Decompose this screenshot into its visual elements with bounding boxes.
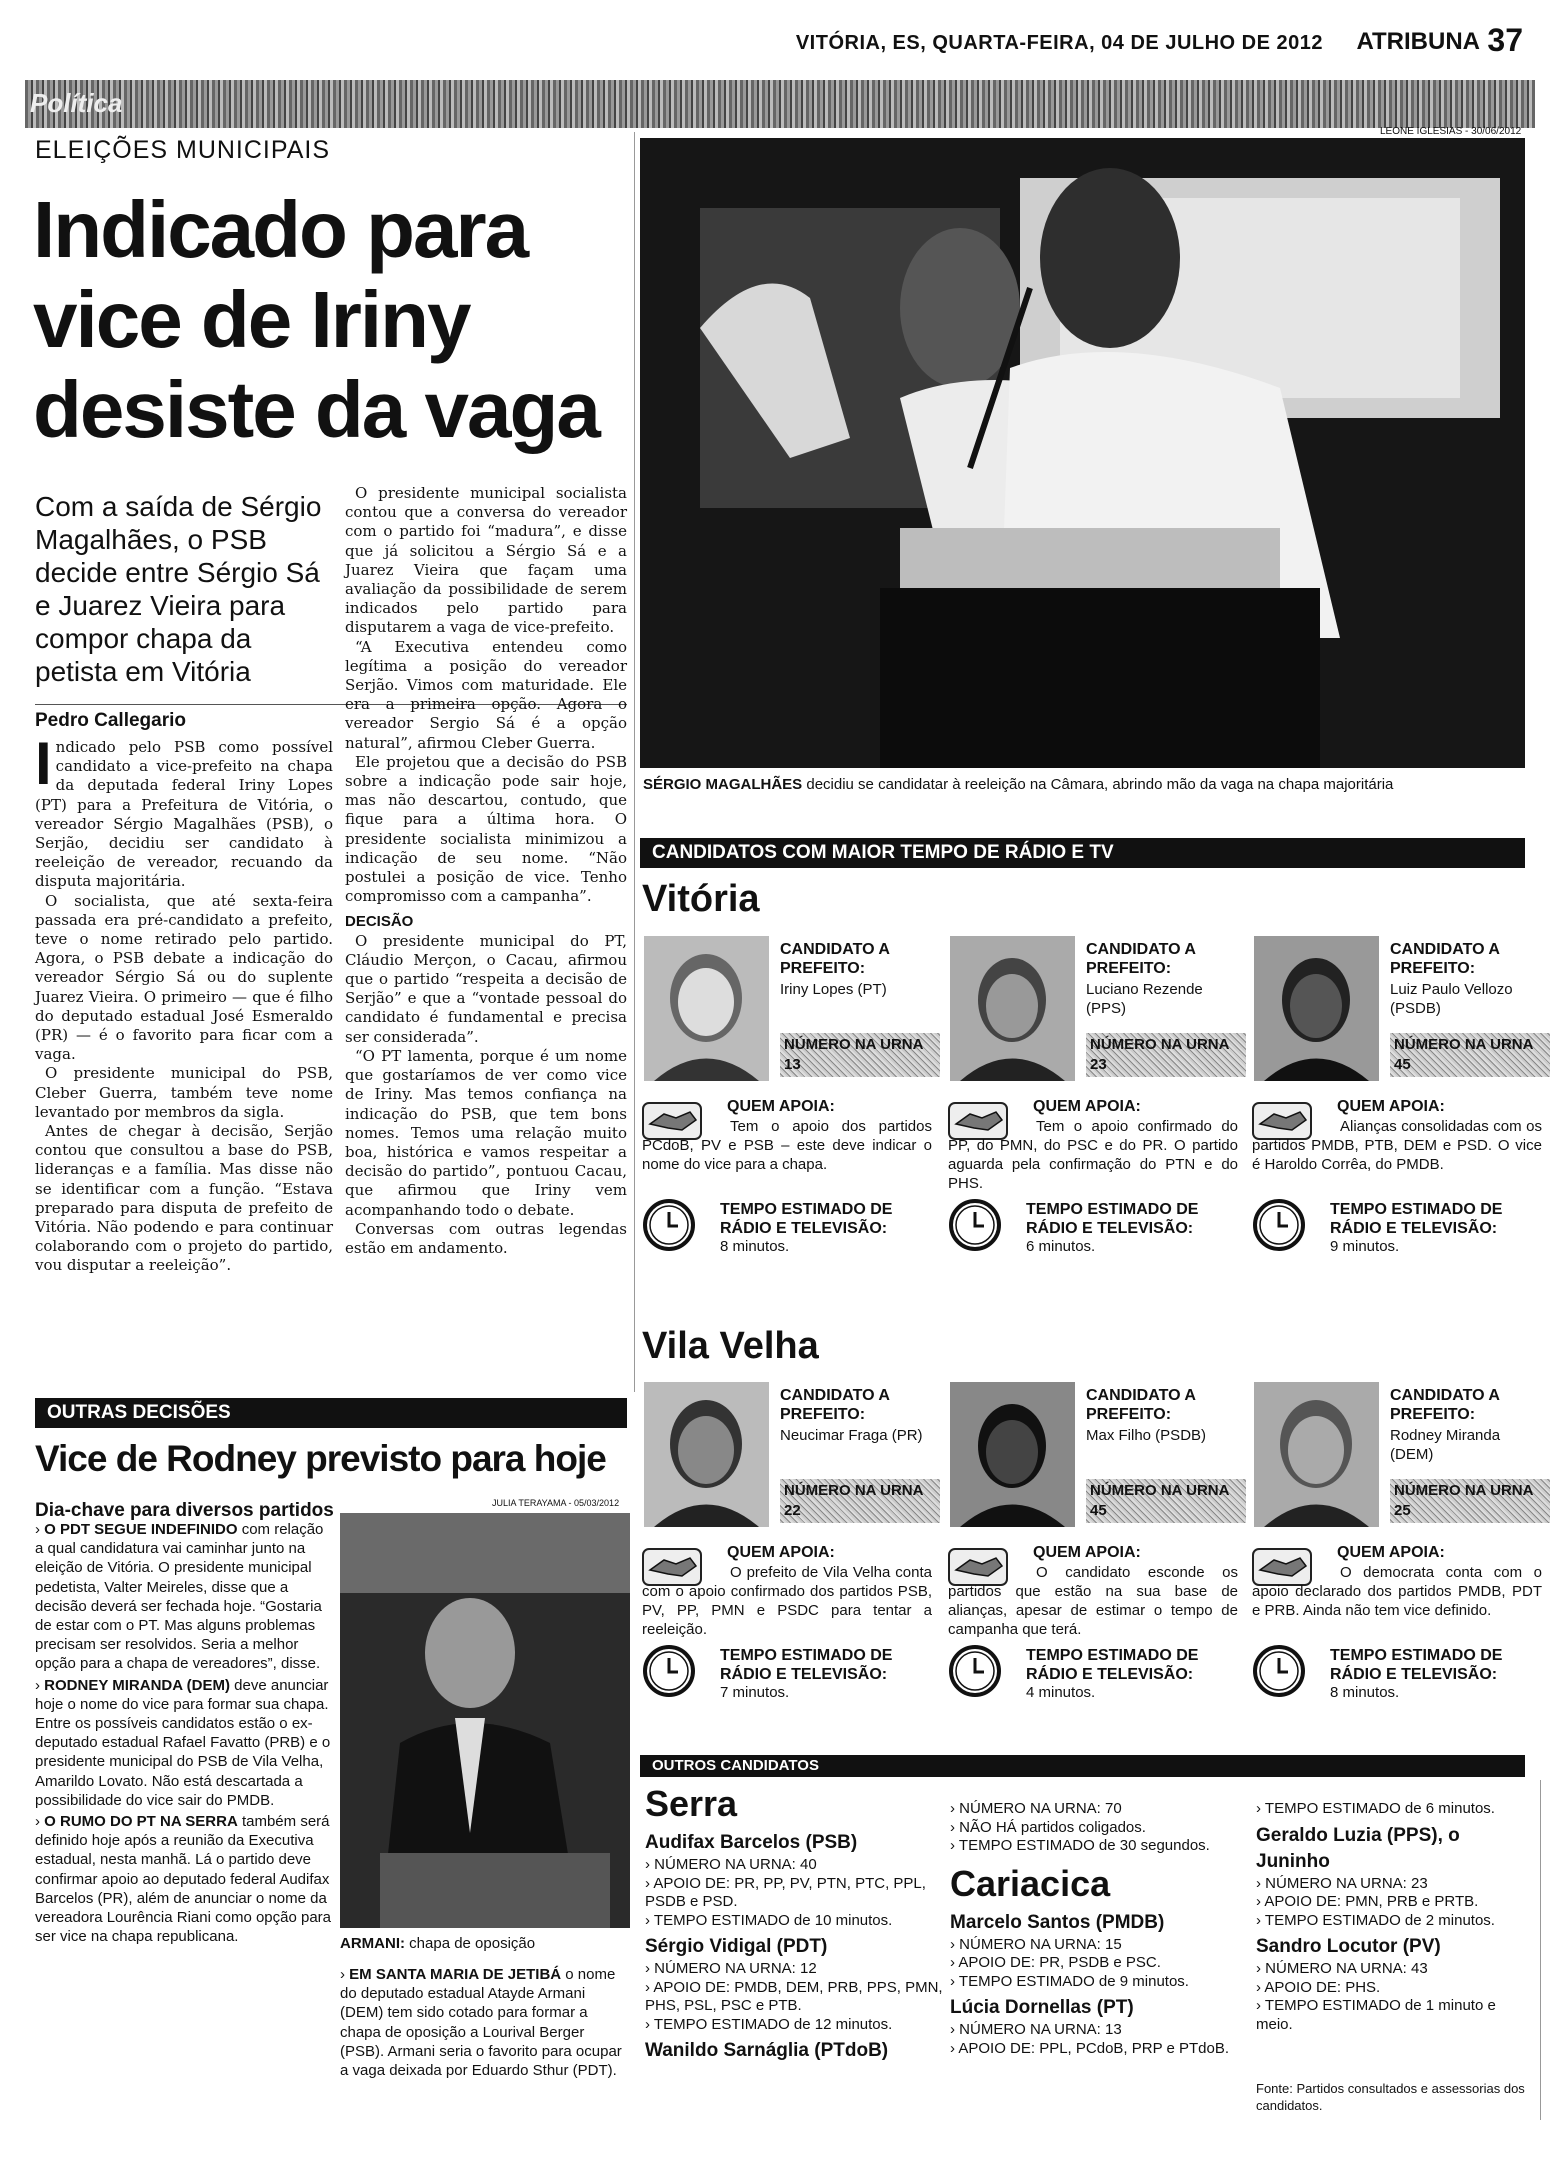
city-title-vila-velha: Vila Velha <box>642 1325 819 1367</box>
clock-icon <box>642 1644 696 1698</box>
clock-icon <box>1252 1644 1306 1698</box>
detail-line: › TEMPO ESTIMADO de 12 minutos. <box>645 2015 893 2033</box>
ballot-value: 22 <box>784 1502 801 1519</box>
ballot-value: 25 <box>1394 1502 1411 1519</box>
candidate-name: Geraldo Luzia (PPS), o Juninho <box>1256 1824 1460 1872</box>
bullet-item: › O RUMO DO PT NA SERRA também será definido hoje após a reunião da Executiva estadual, nesta manhã. Lá o partido deve confirmar apoio ao deputado federal Audifax Barcelos (PR), além de anunciar o nome da vereadora Lourência Riani como opção para ser vice na chapa republicana. <box>35 1813 332 1946</box>
support-label: QUEM APOIA: <box>727 1544 835 1561</box>
airtime-value: 6 minutos. <box>1026 1238 1096 1255</box>
other-candidates-serra <box>645 1782 945 2064</box>
airtime-label: TEMPO ESTIMADO DE RÁDIO E TELEVISÃO: <box>1330 1201 1503 1237</box>
support-text: Alianças consolidadas com os partidos PMDB, PTB, DEM e PSD. O vice é Haroldo Corrêa, do PMDB. <box>1252 1118 1542 1173</box>
detail-text: TEMPO ESTIMADO de 1 minuto e meio. <box>1256 1997 1496 2033</box>
detail-text: TEMPO ESTIMADO de 6 minutos. <box>1264 1800 1495 1817</box>
ballot-value: 13 <box>784 1056 801 1073</box>
outros-candidatos-bar: OUTROS CANDIDATOS <box>640 1755 1525 1777</box>
candidate-label: CANDIDATO A PREFEITO: <box>1390 941 1500 977</box>
candidate-portrait <box>1254 1382 1379 1527</box>
detail-line: › APOIO DE: PMDB, DEM, PRB, PPS, PMN, PHS, PSL, PSC e PTB. <box>645 1978 943 2014</box>
city-title: Cariacica <box>950 1862 1111 1904</box>
support-text: Tem o apoio dos partidos PCdoB, PV e PSB – este deve indicar o nome do vice para a chapa. <box>642 1118 932 1173</box>
other-candidates-cariacica-cont <box>1256 1800 1526 2034</box>
airtime-value: 8 minutos. <box>1330 1684 1400 1701</box>
support-label: QUEM APOIA: <box>727 1098 835 1115</box>
ballot-number <box>1390 1033 1550 1077</box>
candidate-name: Max Filho (PSDB) <box>1086 1427 1207 1444</box>
bullet-text: o nome do deputado estadual Atayde Armani (DEM) tem sido cotado para formar a chapa de oposição a Lourival Berger (PSB). Armani seria o favorito para ocupar a vaga deixada por Eduardo Sthur (PDT). <box>340 1966 622 2080</box>
article-column-2 <box>345 484 627 1258</box>
paragraph: O presidente municipal socialista contou que a conversa do vereador com o partido foi “madura”, e disse que já solicitou a Sérgio Sá e a Juarez Vieira que façam uma avaliação da possibilidade de serem indicados pelo partido para disputarem a vaga de vice-prefeito. <box>345 484 627 637</box>
bullet-lead: O RUMO DO PT NA SERRA <box>44 1813 238 1831</box>
ballot-label: NÚMERO NA URNA <box>784 1036 923 1053</box>
support-label: QUEM APOIA: <box>1033 1544 1141 1561</box>
detail-text: APOIO DE: PHS. <box>1264 1978 1381 1996</box>
detail-text: TEMPO ESTIMADO de 12 minutos. <box>653 2015 893 2033</box>
main-photo <box>640 138 1525 768</box>
column-divider <box>634 132 635 1392</box>
paragraph: Ele projetou que a decisão do PSB sobre a indicação pode sair hoje, mas não descartou, contudo, que fique para a última hora. O presidente socialista minimizou a indicação de seu nome. “Não postulei a posição de vice. Tenho compromisso com a campanha”. <box>345 752 627 906</box>
subhead: DECISÃO <box>345 913 414 931</box>
candidate-portrait <box>644 936 769 1081</box>
speaker-photo-illustration <box>640 138 1525 768</box>
candidate-name: Luciano Rezende (PPS) <box>1086 981 1203 1017</box>
paragraph: “A Executiva entendeu como legítima a posição do vereador Serjão. Vimos com maturidade. Ele era a primeira opção. Agora o vereador Sergio Sá é a opção natural”, afirmou Cleber Guerra. <box>345 637 627 752</box>
paragraph: O socialista, que até sexta-feira passada era pré-candidato a prefeito, teve o nome retirado pelo partido. Agora, o PSB debate a indicação do vereador Sérgio Sá ou do suplente Juarez Vieira. O primeiro — que é filho do deputado estadual José Esmeraldo (PR) — é o favorito para ficar com a vaga. <box>35 891 333 1064</box>
ballot-label: NÚMERO NA URNA <box>784 1482 923 1499</box>
candidate-card <box>948 936 1243 1346</box>
detail-text: APOIO DE: PMDB, DEM, PRB, PPS, PMN, PHS, PSL, PSC e PTB. <box>645 1978 943 2014</box>
detail-text: APOIO DE: PR, PSDB e PSC. <box>958 1954 1161 1971</box>
airtime-label: TEMPO ESTIMADO DE RÁDIO E TELEVISÃO: <box>720 1201 893 1237</box>
candidate-portrait <box>950 936 1075 1081</box>
airtime-value: 4 minutos. <box>1026 1684 1096 1701</box>
kicker: ELEIÇÕES MUNICIPAIS <box>35 136 330 164</box>
paragraph: “O PT lamenta, porque é um nome que gostaríamos de ver como vice de Iriny. Mas temos confiança na indicação do PSB, que tem bons nomes. Temos uma relação muito boa, histórica e vamos respeitar a decisão do partido”, pontuou Cacau, que afirmou que Iriny vem acompanhando todo o debate. <box>345 1046 627 1219</box>
detail-text: NÚMERO NA URNA: 43 <box>1265 1960 1428 1977</box>
candidate-name: Wanildo Sarnáglia (PTdoB) <box>645 2040 889 2061</box>
section-label: Política <box>30 88 123 118</box>
detail-line: › APOIO DE: PHS. <box>1256 1978 1381 1996</box>
bullet-item: › O PDT SEGUE INDEFINIDO com relação a qual candidatura vai caminhar junto na eleição de Vitória. O presidente municipal pedetista, Valter Meireles, disse que a decisão deverá ser fechada hoje. “Gostaria de estar com o PT. Mas alguns problemas precisam ser resolvidos. Seria a melhor opção para a chapa de vereadores”, disse. <box>35 1521 324 1673</box>
clock-icon <box>642 1198 696 1252</box>
caption-name: ARMANI: <box>340 1935 405 1952</box>
detail-line: › TEMPO ESTIMADO de 1 minuto e meio. <box>1256 1997 1496 2033</box>
airtime-value: 8 minutos. <box>720 1238 790 1255</box>
candidate-name: Sérgio Vidigal (PDT) <box>645 1936 828 1957</box>
ballot-label: NÚMERO NA URNA <box>1394 1036 1533 1053</box>
support-label: QUEM APOIA: <box>1337 1098 1445 1115</box>
column-divider <box>1540 1780 1541 2120</box>
detail-line: › APOIO DE: PMN, PRB e PRTB. <box>1256 1893 1479 1910</box>
support-text: O democrata conta com o apoio declarado dos partidos PMDB, PDT e PRB. Ainda não tem vice definido. <box>1252 1564 1542 1619</box>
ballot-label: NÚMERO NA URNA <box>1090 1036 1229 1053</box>
candidate-label: CANDIDATO A PREFEITO: <box>780 1387 890 1423</box>
candidate-name: Audifax Barcelos (PSB) <box>645 1832 858 1853</box>
candidate-label: CANDIDATO A PREFEITO: <box>1390 1387 1500 1423</box>
candidate-card <box>948 1382 1243 1792</box>
detail-line: › TEMPO ESTIMADO de 6 minutos. <box>1256 1800 1495 1817</box>
detail-text: NÚMERO NA URNA: 23 <box>1265 1874 1428 1892</box>
airtime-label: TEMPO ESTIMADO DE RÁDIO E TELEVISÃO: <box>1026 1647 1199 1683</box>
candidate-card <box>1252 936 1547 1346</box>
airtime-label: TEMPO ESTIMADO DE RÁDIO E TELEVISÃO: <box>720 1647 893 1683</box>
ballot-value: 45 <box>1394 1056 1411 1073</box>
bullet-item: › RODNEY MIRANDA (DEM) deve anunciar hoje o nome do vice para formar sua chapa. Entre os possíveis candidatos estão o ex-deputado estadual Rafael Favatto (PRB) e o presidente municipal do PSB de Vila Velha, Amarildo Lovato. Não está descartada a possibilidade do vice sair do PMDB. <box>35 1676 331 1809</box>
detail-line: › NÚMERO NA URNA: 12 <box>645 1960 817 1977</box>
candidate-name: Neucimar Fraga (PR) <box>780 1427 923 1444</box>
bullet-list <box>340 1965 630 2082</box>
detail-line: › NÚMERO NA URNA: 13 <box>950 2021 1122 2038</box>
detail-line: › APOIO DE: PPL, PCdoB, PRP e PTdoB. <box>950 2039 1230 2057</box>
candidate-portrait <box>950 1382 1075 1527</box>
clock-icon <box>948 1198 1002 1252</box>
airtime-value: 7 minutos. <box>720 1684 790 1701</box>
paper-name: ATRIBUNA <box>1356 28 1480 55</box>
source-note: Fonte: Partidos consultados e assessorias dos candidatos. <box>1256 2081 1525 2113</box>
detail-text: TEMPO ESTIMADO de 30 segundos. <box>958 1837 1210 1854</box>
detail-line: › TEMPO ESTIMADO de 10 minutos. <box>645 1911 893 1929</box>
detail-line: › TEMPO ESTIMADO de 30 segundos. <box>950 1837 1210 1854</box>
detail-text: TEMPO ESTIMADO de 9 minutos. <box>958 1972 1189 1990</box>
candidate-card <box>642 1382 937 1792</box>
other-candidates-cariacica <box>950 1800 1250 2058</box>
candidate-name: Lúcia Dornellas (PT) <box>950 1997 1134 2018</box>
detail-line: › TEMPO ESTIMADO de 2 minutos. <box>1256 1911 1495 1929</box>
candidate-name: Iriny Lopes (PT) <box>780 981 887 998</box>
detail-text: APOIO DE: PMN, PRB e PRTB. <box>1264 1893 1479 1910</box>
outras-decisoes-bar: OUTRAS DECISÕES <box>35 1398 627 1428</box>
ballot-number <box>780 1033 940 1077</box>
ballot-number <box>1086 1033 1246 1077</box>
ballot-value: 23 <box>1090 1056 1107 1073</box>
dateline: VITÓRIA, ES, QUARTA-FEIRA, 04 DE JULHO DE 2012 <box>795 32 1323 54</box>
caption-text: decidiu se candidatar à reeleição na Câmara, abrindo mão da vaga na chapa majoritária <box>802 776 1394 793</box>
bullet-lead: EM SANTA MARIA DE JETIBÁ <box>349 1966 562 1983</box>
ballot-number <box>780 1479 940 1523</box>
bullet-item: › EM SANTA MARIA DE JETIBÁ o nome do deputado estadual Atayde Armani (DEM) tem sido cotado para formar a chapa de oposição a Lourival Berger (PSB). Armani seria o favorito para ocupar a vaga deixada por Eduardo Sthur (PDT). <box>340 1966 622 2080</box>
support-text: O prefeito de Vila Velha conta com o apoio confirmado dos partidos PSB, PV, PP, PMN e PSDC para tentar a reeleição. <box>642 1564 932 1638</box>
headline: Indicado para vice de Iriny desiste da vaga <box>33 185 599 454</box>
clock-icon <box>1252 1198 1306 1252</box>
detail-text: NÃO HÁ partidos coligados. <box>959 1818 1146 1836</box>
paragraph: O presidente municipal do PT, Cláudio Merçon, o Cacau, afirmou que o partido “respeita a decisão de Serjão” e que a “vontade pessoal do candidato é fundamental e precisa ser considerada”. <box>345 931 627 1046</box>
masthead <box>0 0 1568 80</box>
photo-caption <box>340 1935 535 1952</box>
page-number: 37 <box>1487 22 1523 58</box>
detail-text: APOIO DE: PR, PP, PV, PTN, PTC, PPL, PSDB e PSD. <box>645 1874 926 1910</box>
photo-credit: LEONE IGLESIAS - 30/06/2012 <box>1380 126 1522 137</box>
candidate-name: Rodney Miranda (DEM) <box>1390 1427 1501 1463</box>
detail-text: NÚMERO NA URNA: 40 <box>654 1856 817 1873</box>
airtime-label: TEMPO ESTIMADO DE RÁDIO E TELEVISÃO: <box>1330 1647 1503 1683</box>
detail-line: › NÚMERO NA URNA: 70 <box>950 1800 1122 1817</box>
caption-name: SÉRGIO MAGALHÃES <box>643 776 803 793</box>
bullet-list <box>35 1520 335 1948</box>
paragraph: O presidente municipal do PSB, Cleber Guerra, também teve nome levantado por membros da sigla. <box>35 1064 333 1121</box>
ballot-number <box>1086 1479 1246 1523</box>
detail-text: APOIO DE: PPL, PCdoB, PRP e PTdoB. <box>958 2039 1230 2057</box>
support-label: QUEM APOIA: <box>1337 1544 1445 1561</box>
bullet-text: com relação a qual candidatura vai caminhar junto na eleição de Vitória. O presidente municipal pedetista, Valter Meireles, disse que a decisão deverá ser fechada hoje. “Gostaria de estar com o PT. Mas alguns problemas precisam ser resolvidos. Seria a melhor opção para a chapa de vereadores”, disse. <box>35 1521 324 1673</box>
candidate-label: CANDIDATO A PREFEITO: <box>780 941 890 977</box>
byline: Pedro Callegario <box>35 710 186 731</box>
support-label: QUEM APOIA: <box>1033 1098 1141 1115</box>
bullet-lead: O PDT SEGUE INDEFINIDO <box>44 1521 238 1538</box>
armani-photo <box>340 1513 630 1928</box>
ballot-label: NÚMERO NA URNA <box>1394 1482 1533 1499</box>
detail-text: NÚMERO NA URNA: 12 <box>654 1960 817 1977</box>
candidate-name: Sandro Locutor (PV) <box>1256 1936 1441 1957</box>
clock-icon <box>948 1644 1002 1698</box>
detail-text: TEMPO ESTIMADO de 10 minutos. <box>653 1911 893 1929</box>
detail-line: › APOIO DE: PR, PP, PV, PTN, PTC, PPL, PSDB e PSD. <box>645 1874 926 1910</box>
support-text: O candidato esconde os partidos que estão na sua base de alianças, apesar de estimar o tempo de campanha que terá. <box>948 1564 1238 1638</box>
city-title: Serra <box>645 1783 738 1824</box>
ballot-label: NÚMERO NA URNA <box>1090 1482 1229 1499</box>
secondary-headline: Vice de Rodney previsto para hoje <box>35 1438 606 1479</box>
airtime-value: 9 minutos. <box>1330 1238 1400 1255</box>
drop-cap: I <box>35 730 52 797</box>
candidate-label: CANDIDATO A PREFEITO: <box>1086 941 1196 977</box>
airtime-label: TEMPO ESTIMADO DE RÁDIO E TELEVISÃO: <box>1026 1201 1199 1237</box>
deck: Com a saída de Sérgio Magalhães, o PSB decide entre Sérgio Sá e Juarez Vieira para compor chapa da petista em Vitória <box>35 491 322 687</box>
detail-line: › NÃO HÁ partidos coligados. <box>950 1818 1146 1836</box>
paragraph: Conversas com outras legendas estão em andamento. <box>345 1219 627 1257</box>
candidate-name: Marcelo Santos (PMDB) <box>950 1911 1165 1933</box>
bullet-text: deve anunciar hoje o nome do vice para formar sua chapa. Entre os possíveis candidatos estão o ex-deputado estadual Rafael Favatto (PRB) e o presidente municipal do PSB de Vila Velha, Amarildo Lovato. Não está descartada a possibilidade do vice sair do PMDB. <box>35 1676 331 1809</box>
support-text: Tem o apoio confirmado do PP, do PMN, do PSC e do PR. O partido aguarda pela confirmação do PTN e do PHS. <box>948 1118 1238 1192</box>
ballot-value: 45 <box>1090 1502 1107 1519</box>
secondary-kicker: Dia-chave para diversos partidos <box>35 1500 334 1521</box>
candidate-portrait <box>644 1382 769 1527</box>
detail-line: › TEMPO ESTIMADO de 9 minutos. <box>950 1972 1189 1990</box>
detail-line: › NÚMERO NA URNA: 40 <box>645 1856 817 1873</box>
detail-line: › NÚMERO NA URNA: 15 <box>950 1935 1122 1953</box>
detail-text: NÚMERO NA URNA: 13 <box>959 2021 1122 2038</box>
article-column-1 <box>35 730 333 1276</box>
candidate-label: CANDIDATO A PREFEITO: <box>1086 1387 1196 1423</box>
photo-caption <box>643 776 1523 793</box>
detail-line: › APOIO DE: PR, PSDB e PSC. <box>950 1954 1161 1971</box>
city-title-vitoria: Vitória <box>642 878 760 920</box>
paragraph: Antes de chegar à decisão, Serjão contou que consultou a base do PSB, lideranças e a família. Mas disse não se identificar com a função. “Estava preparado para disputa de prefeito de Vitória. Não podendo e para continuar colaborando com o projeto do partido, vou disputar a reeleição”. <box>35 1122 333 1275</box>
ballot-number <box>1390 1479 1550 1523</box>
bullet-text: também será definido hoje após a reunião da Executiva estadual, nesta manhã. Lá o partido deve confirmar apoio ao deputado federal Audifax Barcelos (PR), além de anunciar o nome da vereadora Lourência Riani como opção para ser vice na chapa republicana. <box>35 1813 332 1946</box>
detail-line: › NÚMERO NA URNA: 43 <box>1256 1960 1428 1977</box>
candidate-card <box>1252 1382 1547 1792</box>
candidate-card <box>642 936 937 1346</box>
paragraph: ndicado pelo PSB como possível candidato a vice-prefeito na chapa da deputada federal Iriny Lopes (PT) para a Prefeitura de Vitória, o vereador Sérgio Magalhães (PSB), o Serjão, decidiu ser candidato à reeleição de vereador, recuando da disputa majoritária. <box>35 738 333 891</box>
detail-text: TEMPO ESTIMADO de 2 minutos. <box>1264 1911 1495 1929</box>
photo-credit: JULIA TERAYAMA - 05/03/2012 <box>492 1498 620 1508</box>
candidate-name: Luiz Paulo Vellozo (PSDB) <box>1390 981 1513 1017</box>
detail-text: NÚMERO NA URNA: 70 <box>959 1800 1122 1817</box>
candidates-box-title: CANDIDATOS COM MAIOR TEMPO DE RÁDIO E TV <box>640 838 1525 868</box>
section-bar <box>25 80 1535 128</box>
bullet-lead: RODNEY MIRANDA (DEM) <box>44 1676 231 1694</box>
candidate-portrait <box>1254 936 1379 1081</box>
caption-text: chapa de oposição <box>405 1935 536 1952</box>
detail-text: NÚMERO NA URNA: 15 <box>959 1935 1122 1953</box>
detail-line: › NÚMERO NA URNA: 23 <box>1256 1874 1428 1892</box>
